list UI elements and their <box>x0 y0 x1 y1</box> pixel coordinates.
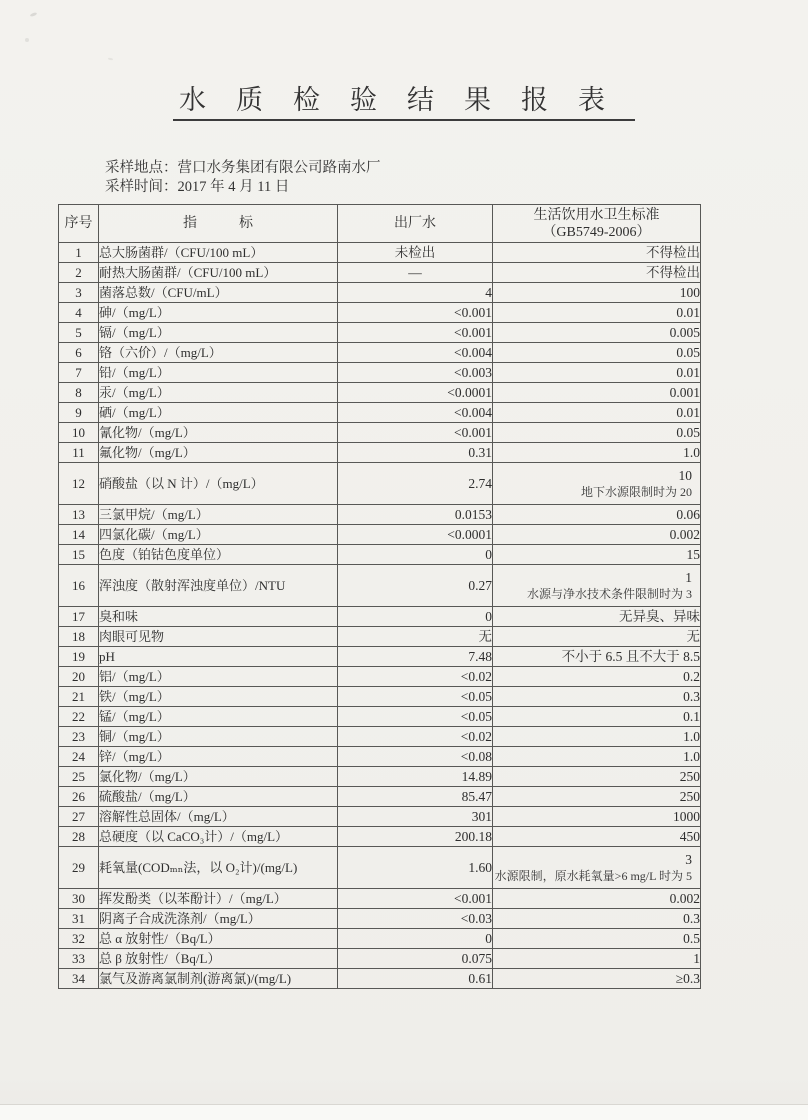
finished-water-value-cell: <0.05 <box>338 707 493 727</box>
standard-limit-cell <box>493 463 701 505</box>
table-row <box>59 303 701 323</box>
scan-artifact <box>25 38 29 42</box>
table-row <box>59 283 701 303</box>
finished-water-value-cell: 未检出 <box>338 243 493 263</box>
standard-note: 地下水源限制时为 20 <box>580 484 692 499</box>
row-number-cell: 31 <box>59 909 99 929</box>
finished-water-value-cell: 1.60 <box>338 847 493 889</box>
finished-water-value-cell: 0 <box>338 545 493 565</box>
table-row <box>59 343 701 363</box>
indicator-cell: 四氯化碳/（mg/L） <box>99 525 338 545</box>
col-header-indicator: 指 标 <box>99 205 338 243</box>
standard-limit-cell: 不得检出 <box>493 243 701 263</box>
indicator-cell: pH <box>99 647 338 667</box>
table-row <box>59 545 701 565</box>
table-row <box>59 747 701 767</box>
indicator-cell: 氟化物/（mg/L） <box>99 443 338 463</box>
standard-limit-cell: 0.3 <box>493 687 701 707</box>
standard-limit: 3 <box>685 851 692 867</box>
row-number-cell: 10 <box>59 423 99 443</box>
indicator-cell: 阴离子合成洗涤剂/（mg/L） <box>99 909 338 929</box>
finished-water-value-cell: 14.89 <box>338 767 493 787</box>
table-row <box>59 627 701 647</box>
row-number-cell: 24 <box>59 747 99 767</box>
standard-limit-cell: 0.01 <box>493 363 701 383</box>
row-number-cell: 13 <box>59 505 99 525</box>
table-row <box>59 787 701 807</box>
finished-water-value-cell: 85.47 <box>338 787 493 807</box>
table-row <box>59 847 701 889</box>
standard-limit-cell <box>493 847 701 889</box>
standard-limit-cell: 1000 <box>493 807 701 827</box>
table-row <box>59 807 701 827</box>
title-row <box>0 84 808 121</box>
scan-artifact <box>108 58 113 61</box>
finished-water-value-cell: 0 <box>338 607 493 627</box>
sampling-location-label: 采样地点： <box>105 160 178 176</box>
indicator-cell: 菌落总数/（CFU/mL） <box>99 283 338 303</box>
standard-limit-cell: 1.0 <box>493 747 701 767</box>
standard-limit-cell: 0.05 <box>493 423 701 443</box>
table-row <box>59 827 701 847</box>
table-row <box>59 463 701 505</box>
sampling-location-value: 营口水务集团有限公司路南水厂 <box>177 160 381 176</box>
row-number-cell: 9 <box>59 403 99 423</box>
finished-water-value-cell: 0.31 <box>338 443 493 463</box>
indicator-cell: 铜/（mg/L） <box>99 727 338 747</box>
water-quality-table <box>58 204 701 989</box>
sampling-location-line <box>105 159 381 178</box>
standard-limit-cell: 1 <box>493 949 701 969</box>
indicator-cell: 镉/（mg/L） <box>99 323 338 343</box>
indicator-cell: 耐热大肠菌群/（CFU/100 mL） <box>99 263 338 283</box>
row-number-cell: 27 <box>59 807 99 827</box>
standard-header-line1: 生活饮用水卫生标准 <box>533 207 660 223</box>
standard-header-line2: （GB5749-2006） <box>542 224 651 240</box>
standard-limit-cell <box>493 565 701 607</box>
standard-limit-cell: 100 <box>493 283 701 303</box>
table-row <box>59 667 701 687</box>
table-row <box>59 949 701 969</box>
indicator-cell: 硒/（mg/L） <box>99 403 338 423</box>
row-number-cell: 3 <box>59 283 99 303</box>
indicator-cell: 肉眼可见物 <box>99 627 338 647</box>
standard-limit-cell: 0.002 <box>493 889 701 909</box>
table-row <box>59 687 701 707</box>
finished-water-value-cell: 0.075 <box>338 949 493 969</box>
standard-note: 水源限制，原水耗氧量>6 mg/L 时为 5 <box>494 868 692 883</box>
finished-water-value-cell: <0.02 <box>338 667 493 687</box>
finished-water-value-cell: 200.18 <box>338 827 493 847</box>
standard-limit: 1 <box>685 569 692 585</box>
finished-water-value-cell: — <box>338 263 493 283</box>
indicator-cell: 锰/（mg/L） <box>99 707 338 727</box>
standard-note: 水源与净水技术条件限制时为 3 <box>526 586 692 601</box>
row-number-cell: 11 <box>59 443 99 463</box>
indicator-cell: 色度（铂钴色度单位） <box>99 545 338 565</box>
indicator-cell: 溶解性总固体/（mg/L） <box>99 807 338 827</box>
table-row <box>59 889 701 909</box>
indicator-cell: 氰化物/（mg/L） <box>99 423 338 443</box>
table-row <box>59 323 701 343</box>
row-number-cell: 6 <box>59 343 99 363</box>
standard-limit-cell: 无异臭、异味 <box>493 607 701 627</box>
indicator-cell: 砷/（mg/L） <box>99 303 338 323</box>
standard-limit-cell: 不小于 6.5 且不大于 8.5 <box>493 647 701 667</box>
indicator-cell: 总 β 放射性/（Bq/L） <box>99 949 338 969</box>
standard-limit-cell: 0.01 <box>493 403 701 423</box>
standard-limit-cell: 250 <box>493 767 701 787</box>
indicator-cell: 总 α 放射性/（Bq/L） <box>99 929 338 949</box>
table-header-row <box>59 205 701 243</box>
table-body <box>59 243 701 989</box>
col-header-number: 序号 <box>59 205 99 243</box>
finished-water-value-cell: <0.0001 <box>338 525 493 545</box>
row-number-cell: 15 <box>59 545 99 565</box>
row-number-cell: 4 <box>59 303 99 323</box>
table-row <box>59 505 701 525</box>
col-header-standard <box>493 205 701 243</box>
indicator-cell: 耗氧量(CODₘₙ法，以 O₂计)/(mg/L) <box>99 847 338 889</box>
finished-water-value-cell: <0.001 <box>338 303 493 323</box>
indicator-cell: 挥发酚类（以苯酚计）/（mg/L） <box>99 889 338 909</box>
indicator-cell: 氯化物/（mg/L） <box>99 767 338 787</box>
row-number-cell: 26 <box>59 787 99 807</box>
standard-limit-cell: 不得检出 <box>493 263 701 283</box>
table-row <box>59 607 701 627</box>
row-number-cell: 2 <box>59 263 99 283</box>
standard-limit-cell: 1.0 <box>493 443 701 463</box>
finished-water-value-cell: <0.02 <box>338 727 493 747</box>
table-row <box>59 403 701 423</box>
standard-limit-cell: 0.2 <box>493 667 701 687</box>
row-number-cell: 30 <box>59 889 99 909</box>
row-number-cell: 1 <box>59 243 99 263</box>
standard-limit-cell: 450 <box>493 827 701 847</box>
sampling-time-value: 2017 年 4 月 11 日 <box>177 179 290 195</box>
row-number-cell: 8 <box>59 383 99 403</box>
indicator-cell: 硫酸盐/（mg/L） <box>99 787 338 807</box>
finished-water-value-cell: 7.48 <box>338 647 493 667</box>
finished-water-value-cell: <0.001 <box>338 889 493 909</box>
scan-artifact <box>30 12 38 17</box>
standard-limit-cell: 0.3 <box>493 909 701 929</box>
row-number-cell: 29 <box>59 847 99 889</box>
table-row <box>59 263 701 283</box>
standard-limit-cell: 0.05 <box>493 343 701 363</box>
row-number-cell: 12 <box>59 463 99 505</box>
table-row <box>59 443 701 463</box>
standard-limit-cell: 1.0 <box>493 727 701 747</box>
finished-water-value-cell: <0.003 <box>338 363 493 383</box>
row-number-cell: 32 <box>59 929 99 949</box>
row-number-cell: 28 <box>59 827 99 847</box>
indicator-cell: 硝酸盐（以 N 计）/（mg/L） <box>99 463 338 505</box>
scan-edge-band <box>0 1104 808 1120</box>
row-number-cell: 14 <box>59 525 99 545</box>
standard-limit-cell: 0.1 <box>493 707 701 727</box>
standard-limit-cell: 0.001 <box>493 383 701 403</box>
standard-limit-cell: ≥0.3 <box>493 969 701 989</box>
standard-limit-cell: 0.005 <box>493 323 701 343</box>
row-number-cell: 7 <box>59 363 99 383</box>
indicator-cell: 锌/（mg/L） <box>99 747 338 767</box>
finished-water-value-cell: <0.004 <box>338 343 493 363</box>
standard-limit-cell: 0.002 <box>493 525 701 545</box>
row-number-cell: 25 <box>59 767 99 787</box>
sampling-time-label: 采样时间： <box>105 179 178 195</box>
finished-water-value-cell: 0.61 <box>338 969 493 989</box>
table-row <box>59 909 701 929</box>
standard-limit-cell: 250 <box>493 787 701 807</box>
finished-water-value-cell: 4 <box>338 283 493 303</box>
table-row <box>59 929 701 949</box>
row-number-cell: 18 <box>59 627 99 647</box>
finished-water-value-cell: <0.004 <box>338 403 493 423</box>
row-number-cell: 19 <box>59 647 99 667</box>
col-header-finished-water: 出厂水 <box>338 205 493 243</box>
row-number-cell: 20 <box>59 667 99 687</box>
finished-water-value-cell: <0.001 <box>338 323 493 343</box>
row-number-cell: 16 <box>59 565 99 607</box>
table-row <box>59 647 701 667</box>
finished-water-value-cell: 无 <box>338 627 493 647</box>
finished-water-value-cell: 0.27 <box>338 565 493 607</box>
finished-water-value-cell: <0.08 <box>338 747 493 767</box>
standard-limit: 10 <box>678 467 692 483</box>
row-number-cell: 33 <box>59 949 99 969</box>
standard-limit-cell: 15 <box>493 545 701 565</box>
table-row <box>59 423 701 443</box>
finished-water-value-cell: 301 <box>338 807 493 827</box>
indicator-cell: 总大肠菌群/（CFU/100 mL） <box>99 243 338 263</box>
indicator-cell: 铁/（mg/L） <box>99 687 338 707</box>
finished-water-value-cell: <0.001 <box>338 423 493 443</box>
row-number-cell: 21 <box>59 687 99 707</box>
indicator-cell: 三氯甲烷/（mg/L） <box>99 505 338 525</box>
row-number-cell: 17 <box>59 607 99 627</box>
table-row <box>59 565 701 607</box>
indicator-cell: 总硬度（以 CaCO₃计）/（mg/L） <box>99 827 338 847</box>
indicator-cell: 汞/（mg/L） <box>99 383 338 403</box>
row-number-cell: 23 <box>59 727 99 747</box>
indicator-cell: 浑浊度（散射浑浊度单位）/NTU <box>99 565 338 607</box>
indicator-cell: 铅/（mg/L） <box>99 363 338 383</box>
table-row <box>59 525 701 545</box>
standard-limit-cell: 0.5 <box>493 929 701 949</box>
finished-water-value-cell: <0.0001 <box>338 383 493 403</box>
table-row <box>59 767 701 787</box>
standard-limit-cell: 0.06 <box>493 505 701 525</box>
standard-limit-cell: 无 <box>493 627 701 647</box>
table-row <box>59 383 701 403</box>
table-row <box>59 243 701 263</box>
standard-limit-cell: 0.01 <box>493 303 701 323</box>
sampling-time-line <box>105 178 381 197</box>
row-number-cell: 34 <box>59 969 99 989</box>
sampling-info <box>105 159 381 197</box>
indicator-cell: 臭和味 <box>99 607 338 627</box>
indicator-cell: 铝/（mg/L） <box>99 667 338 687</box>
table-row <box>59 363 701 383</box>
table-row <box>59 707 701 727</box>
indicator-cell: 铬（六价）/（mg/L） <box>99 343 338 363</box>
finished-water-value-cell: <0.03 <box>338 909 493 929</box>
row-number-cell: 22 <box>59 707 99 727</box>
row-number-cell: 5 <box>59 323 99 343</box>
finished-water-value-cell: 0 <box>338 929 493 949</box>
finished-water-value-cell: <0.05 <box>338 687 493 707</box>
table-row <box>59 969 701 989</box>
table-row <box>59 727 701 747</box>
finished-water-value-cell: 2.74 <box>338 463 493 505</box>
page-title: 水质检验结果报表 <box>173 84 635 121</box>
finished-water-value-cell: 0.0153 <box>338 505 493 525</box>
indicator-cell: 氯气及游离氯制剂(游离氯)/(mg/L) <box>99 969 338 989</box>
